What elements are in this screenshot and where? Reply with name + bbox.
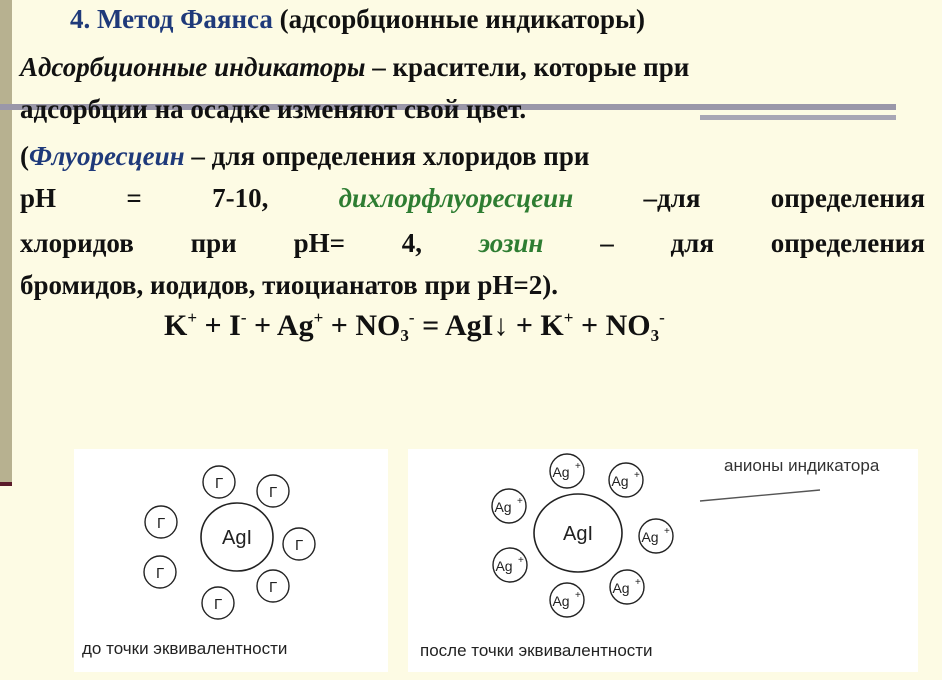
ion-left-7-label: Г [213, 596, 223, 613]
ag-ion-4-charge: + [664, 526, 670, 537]
definition-line-2 [20, 92, 925, 126]
diagram-before-equivalence [74, 449, 388, 672]
ag-ion-7-label: Ag [552, 593, 570, 609]
title-number: 4. [70, 4, 91, 34]
eosin-term: эозин [478, 228, 544, 258]
indicators-line-1 [20, 139, 925, 173]
ion-left-3-label: Г [156, 515, 166, 532]
slide-title [70, 4, 645, 35]
slide-left-bar-mark [0, 482, 12, 486]
ion-left-4 [283, 528, 315, 560]
ag-ion-5-charge: + [518, 555, 524, 566]
ion-left-2-label: Г [268, 484, 278, 501]
dichlorofluorescein-term: дихлорфлуоресцеин [338, 183, 574, 213]
ion-left-1 [203, 466, 235, 498]
ag-ion-4 [639, 519, 673, 553]
ag-ion-7 [550, 583, 584, 617]
ag-ion-3-label: Ag [494, 499, 512, 515]
for-word: для [670, 228, 714, 258]
ag-ion-1-label: Ag [552, 464, 570, 480]
eq-k-charge: + [187, 308, 198, 327]
ph-label: рН [20, 183, 57, 213]
ag-ion-2-charge: + [634, 470, 640, 481]
ion-left-4-label: Г [294, 537, 304, 554]
diagram-after-equivalence [408, 449, 918, 672]
eq-k2-charge: + [563, 308, 574, 327]
eq-products: = AgI↓ + K [422, 309, 564, 342]
eq-k: K [164, 309, 188, 342]
ag-ion-5-label: Ag [495, 558, 513, 574]
ag-ion-6 [610, 570, 644, 604]
indicators-line-3 [20, 226, 925, 260]
eq-no3-charge: - [408, 308, 415, 327]
ion-left-5-label: Г [155, 565, 165, 582]
definition-rest: – красители, которые при [372, 52, 690, 82]
ion-left-7 [202, 587, 234, 619]
definition-line-1 [20, 50, 925, 84]
reaction-equation [164, 308, 665, 346]
eq-ag-charge: + [313, 308, 324, 327]
slide-left-bar [0, 0, 12, 484]
eq-no-b: + NO [580, 309, 651, 342]
ag-ion-3-charge: + [517, 496, 523, 507]
definition-line2-text: адсорбции на осадке изменяют свой цвет. [20, 94, 527, 124]
ag-ion-4-label: Ag [641, 529, 659, 545]
ag-ion-1-charge: + [575, 461, 581, 472]
ion-left-6-label: Г [268, 579, 278, 596]
ion-left-3 [145, 506, 177, 538]
title-method: Метод Фаянса [97, 4, 273, 34]
agi-label-left: AgI [221, 527, 253, 549]
ion-left-6 [257, 570, 289, 602]
indicators-line1-rest: – для определения хлоридов при [191, 141, 590, 171]
indicators-line-4 [20, 268, 925, 302]
eq-i-charge: - [240, 308, 247, 327]
ph-equals: рН= [293, 228, 345, 258]
indicators-line4-text: бромидов, иодидов, тиоцианатов при рН=2). [20, 270, 558, 300]
indicators-line-2 [20, 181, 925, 215]
ag-ion-6-label: Ag [612, 580, 630, 596]
caption-after: после точки эквивалентности [420, 641, 653, 660]
annotation-pointer-line [700, 490, 820, 501]
eq-no: + NO [330, 309, 401, 342]
determination-word-2: определения [770, 228, 925, 258]
ph-value: 4, [401, 228, 423, 258]
chlorides-word: хлоридов [20, 228, 134, 258]
ag-ion-1 [550, 454, 584, 488]
definition-term: Адсорбционные индикаторы [20, 52, 366, 82]
determination-word: определения [770, 183, 925, 213]
ion-left-5 [144, 556, 176, 588]
dash-for: –для [643, 183, 701, 213]
ag-ion-2-label: Ag [611, 473, 629, 489]
at-word: при [190, 228, 237, 258]
open-paren: ( [20, 141, 29, 171]
dash: – [600, 228, 614, 258]
eq-i: + I [204, 309, 241, 342]
diagram-after-svg [408, 449, 918, 672]
indicator-anions-annotation: анионы индикатора [724, 456, 880, 475]
ag-ion-5 [493, 548, 527, 582]
eq-ag: + Ag [253, 309, 314, 342]
equals-sign: = [126, 183, 142, 213]
title-paren: (адсорбционные индикаторы) [279, 4, 646, 34]
ag-ion-2 [609, 463, 643, 497]
ag-ion-3 [492, 489, 526, 523]
ion-left-1-label: Г [214, 475, 224, 492]
agi-label-right: AgI [562, 523, 594, 545]
ag-ion-6-charge: + [635, 577, 641, 588]
ion-left-2 [257, 475, 289, 507]
ph-range: 7-10, [212, 183, 269, 213]
caption-before: до точки эквивалентности [82, 639, 288, 658]
diagram-before-svg [74, 449, 388, 672]
eq-no3b-charge: - [659, 308, 665, 327]
fluorescein-term: Флуоресцеин [29, 141, 185, 171]
ag-ion-7-charge: + [575, 590, 581, 601]
eq-no-b-sub: 3 [650, 326, 660, 345]
eq-no-sub: 3 [400, 326, 409, 345]
